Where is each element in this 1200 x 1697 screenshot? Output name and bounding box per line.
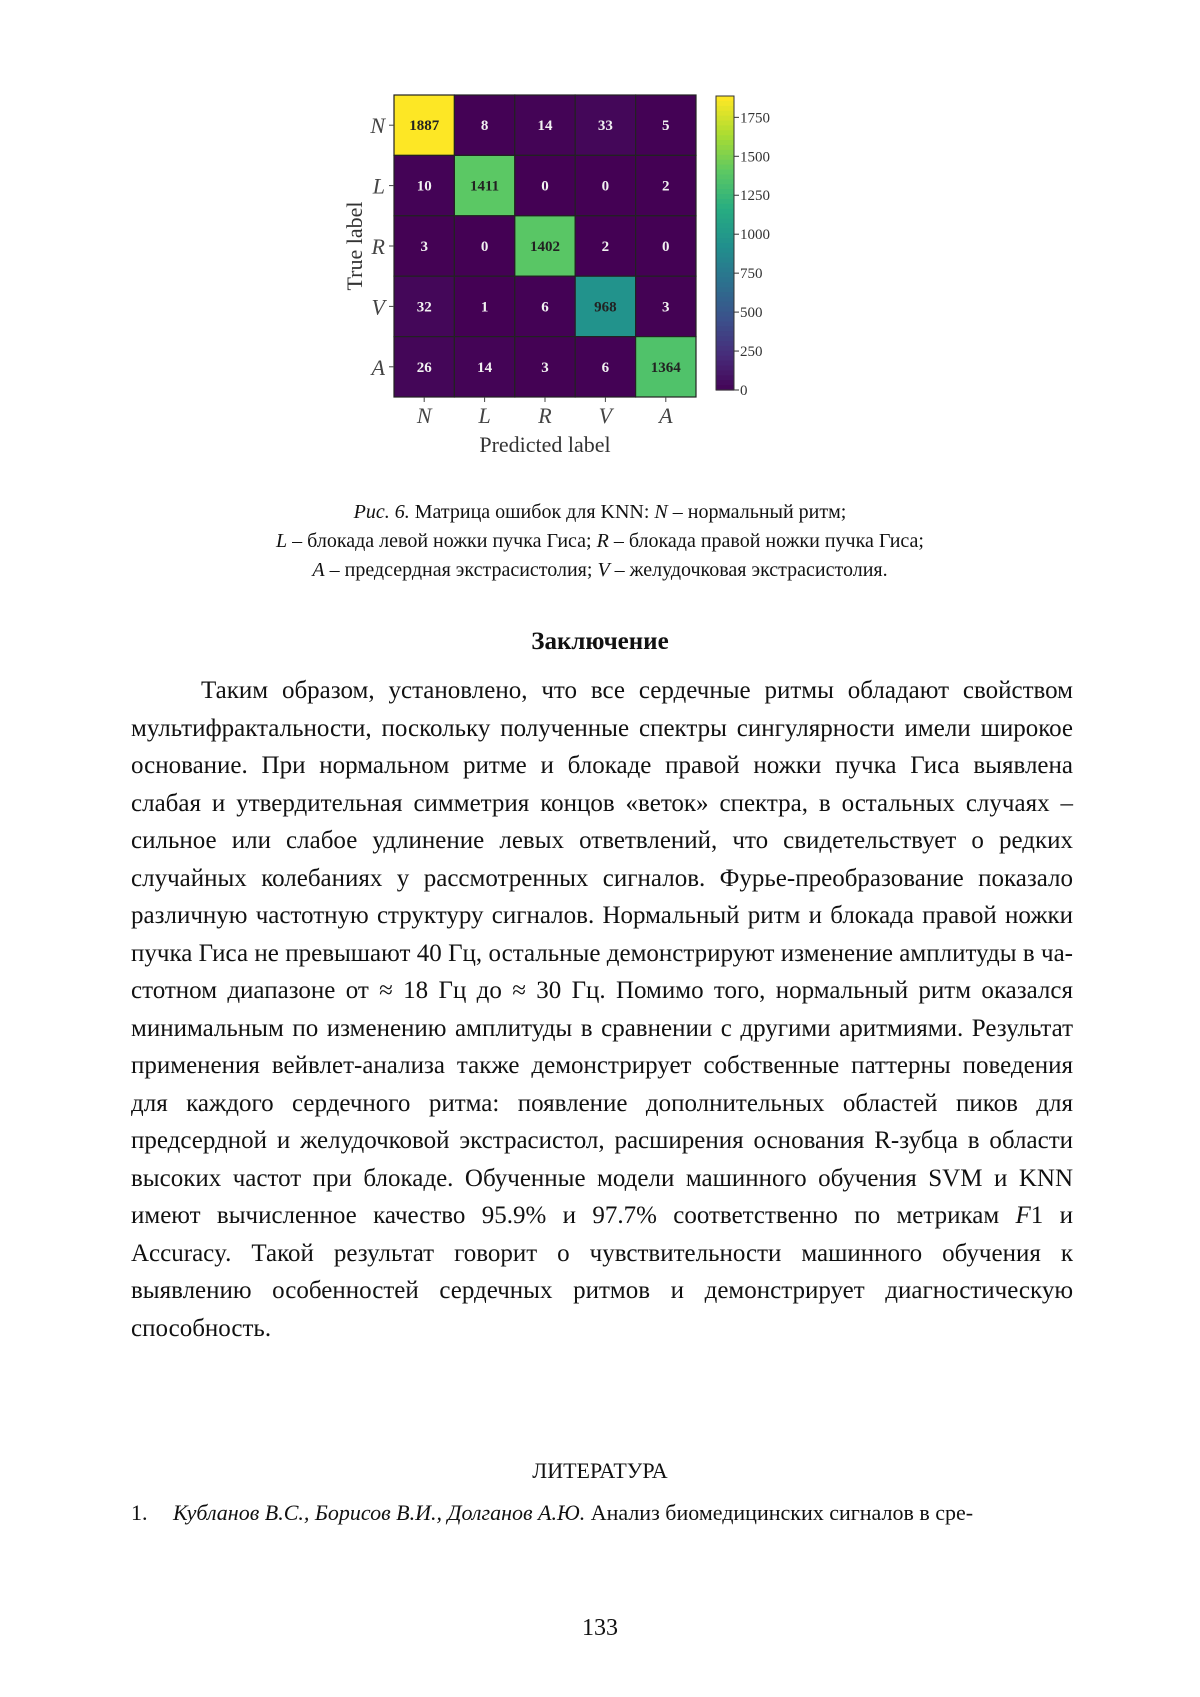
colorbar-segment: [716, 282, 734, 288]
colorbar-segment: [716, 233, 734, 239]
colorbar-segment: [716, 179, 734, 185]
colorbar-segment: [716, 312, 734, 318]
x-tick-label: L: [478, 403, 491, 428]
caption-class-r: R: [596, 530, 609, 552]
colorbar-segment: [716, 194, 734, 200]
colorbar-tick-label: 750: [740, 266, 763, 283]
cell-value-label: 10: [416, 178, 432, 195]
reference-item: [131, 1500, 1073, 1526]
colorbar-segment: [716, 219, 734, 225]
cell-value-label: 3: [541, 359, 549, 376]
cell-value-label: 26: [416, 359, 432, 376]
colorbar-segment: [716, 321, 734, 327]
colorbar-tick-label: 1750: [740, 110, 770, 127]
colorbar-segment: [716, 336, 734, 342]
cell-value-label: 5: [662, 118, 670, 135]
cell-value-label: 0: [541, 178, 549, 195]
colorbar-segment: [716, 366, 734, 372]
confusion-matrix-chart: [340, 90, 860, 490]
colorbar-segment: [716, 160, 734, 166]
caption-text: Матрица ошибок для KNN:: [409, 501, 655, 523]
cell-value-label: 1364: [650, 359, 681, 376]
caption-text: – блокада правой ножки пучка Гиса;: [608, 530, 924, 552]
cell-value-label: 14: [537, 118, 553, 135]
colorbar-segment: [716, 361, 734, 367]
caption-line-2: [120, 527, 1080, 556]
colorbar-segment: [716, 297, 734, 303]
x-tick-label: R: [538, 403, 552, 428]
colorbar-segment: [716, 292, 734, 298]
cell-value-label: 1411: [470, 178, 500, 195]
confusion-matrix-figure: [340, 90, 860, 490]
colorbar-segment: [716, 125, 734, 130]
reference-authors: Кубланов В.С., Борисов В.И., Долганов А.Ю.: [173, 1500, 586, 1525]
cell-value-label: 2: [601, 239, 610, 255]
colorbar-segment: [716, 155, 734, 161]
cell-value-label: 0: [480, 239, 489, 255]
cell-value-label: 3: [420, 239, 428, 255]
colorbar-segment: [716, 253, 734, 258]
cell-value-label: 1: [480, 299, 489, 316]
colorbar-segment: [716, 351, 734, 357]
colorbar-tick-label: 0: [740, 383, 748, 399]
x-tick-label: N: [416, 403, 432, 428]
colorbar-tick-label: 500: [740, 305, 763, 322]
colorbar-segment: [716, 121, 734, 127]
colorbar-segment: [716, 116, 734, 122]
caption-fig-label: Рис. 6.: [353, 501, 410, 523]
section-title: Заключение: [531, 628, 669, 655]
colorbar-segment: [716, 307, 734, 313]
caption-line-3: [120, 556, 1080, 585]
colorbar-segment: [716, 346, 734, 352]
caption-class-v: V: [597, 559, 610, 581]
colorbar-segment: [716, 96, 734, 102]
colorbar-segment: [716, 287, 734, 293]
references-heading: ЛИТЕРАТУРА: [532, 1458, 668, 1483]
colorbar-segment: [716, 223, 734, 229]
colorbar-segment: [716, 317, 734, 323]
cell-value-label: 8: [480, 118, 489, 135]
colorbar-segment: [716, 209, 734, 215]
x-tick-label: A: [659, 403, 673, 428]
colorbar-segment: [716, 341, 734, 347]
y-tick-label: R: [371, 234, 385, 259]
cell-value-label: 0: [662, 239, 670, 255]
cell-value-label: 1402: [530, 239, 560, 255]
y-tick-label: V: [371, 294, 385, 320]
colorbar-segment: [716, 248, 734, 254]
colorbar-segment: [716, 214, 734, 220]
colorbar-segment: [716, 263, 734, 269]
colorbar-segment: [716, 331, 734, 337]
colorbar-segment: [716, 326, 734, 332]
cell-value-label: 6: [601, 359, 610, 376]
colorbar-segment: [716, 174, 734, 180]
paragraph-text: Таким образом, установлено, что все сердечные ритмы обладают свойством мультифрактальности, поскольку полученные спектры сингулярности имели широкое основание. При нормальном ритме и блокаде правой ножки пучка Гиса выявлена слабая и утвердительная симметрия концов «веток» спектра, в остальных случаях – сильное или слабое удлинение левых ответвлений, что свидетельствует о редких случайных колебаниях у рассмотренных сигналов. Фурье-преобразование показало различную частотную структуру сигналов. Нормальный ритм и блокада правой ножки пучка Гиса не превышают 40 Гц, остальные демонстрируют изменение амплитуды в частотном диапазоне от ≈ 18 Гц до ≈ 30 Гц. Помимо того, нормальный ритм оказался минимальным по изменению амплитуды в сравнении с другими аритмиями. Результат применения вейвлет-анализа также демонстрирует собственные паттерны поведения для каждого сердечного ритма: появление дополнительных областей пиков для предсердной и желудочковой экстрасистол, расширения основания R-зубца в области высоких частот при блокаде. Обученные модели машинного обучения SVM и KNN имеют вычисленное качество 95.9% и 97.7% соответственно по метрикам: [131, 677, 1073, 1229]
y-axis-title: True label: [342, 201, 367, 291]
cell-value-label: 6: [541, 299, 549, 316]
caption-line-1: [120, 498, 1080, 527]
reference-text: Анализ биомедицинских сигналов в сре-: [585, 1500, 974, 1525]
caption-text: – нормальный ритм;: [667, 501, 847, 523]
conclusion-paragraph: [131, 672, 1073, 1347]
x-tick-label: V: [598, 403, 613, 428]
colorbar-segment: [716, 204, 734, 210]
colorbar-tick-label: 1500: [740, 149, 770, 166]
caption-class-a: A: [312, 559, 325, 581]
metric-symbol: F: [1015, 1202, 1031, 1229]
paragraph-text: 1 и Accuracy. Такой результат говорит о чувствительности машинного обучения к выявлению особенностей сердечных ритмов и демонстрирует диагностическую способность.: [131, 1202, 1073, 1342]
colorbar-segment: [716, 370, 734, 376]
caption-text: – желудочковая экстрасистолия.: [609, 559, 888, 581]
y-tick-label: L: [372, 173, 385, 199]
colorbar-segment: [716, 258, 734, 264]
colorbar-segment: [716, 228, 734, 234]
y-tick-label: N: [370, 113, 385, 139]
colorbar-segment: [716, 111, 734, 117]
cell-value-label: 968: [594, 299, 617, 316]
colorbar-segment: [716, 268, 734, 274]
colorbar-segment: [716, 380, 734, 386]
colorbar-segment: [716, 145, 734, 151]
caption-text: – блокада левой ножки пучка Гиса;: [287, 530, 597, 552]
colorbar-segment: [716, 277, 734, 283]
cell-value-label: 1887: [409, 118, 440, 135]
cell-value-label: 0: [601, 178, 610, 195]
cell-value-label: 32: [416, 299, 432, 316]
y-tick-label: A: [371, 354, 385, 380]
colorbar-tick-label: 250: [740, 344, 763, 361]
colorbar-tick-label: 1000: [740, 227, 770, 244]
cell-value-label: 33: [597, 118, 613, 135]
colorbar-tick-label: 1250: [740, 188, 770, 205]
colorbar-segment: [716, 130, 734, 136]
colorbar-segment: [716, 189, 734, 195]
colorbar-segment: [716, 238, 734, 244]
colorbar-segment: [716, 272, 734, 278]
figure-caption: [120, 498, 1080, 585]
colorbar-segment: [716, 140, 734, 146]
colorbar-segment: [716, 356, 734, 362]
colorbar-segment: [716, 135, 734, 141]
x-axis-title: Predicted label: [479, 432, 611, 457]
colorbar-segment: [716, 170, 734, 176]
cell-value-label: 14: [477, 359, 493, 376]
caption-class-l: L: [276, 530, 288, 552]
page-number: 133: [582, 1615, 618, 1641]
cell-value-label: 3: [662, 299, 670, 316]
colorbar-segment: [716, 243, 734, 249]
caption-class-n: N: [654, 501, 668, 523]
colorbar-segment: [716, 106, 734, 112]
colorbar-segment: [716, 101, 734, 107]
colorbar-segment: [716, 150, 734, 156]
colorbar-segment: [716, 302, 734, 308]
colorbar-segment: [716, 375, 734, 381]
colorbar-segment: [716, 184, 734, 190]
cell-value-label: 2: [662, 178, 670, 195]
colorbar-segment: [716, 165, 734, 171]
reference-number: 1.: [131, 1500, 148, 1525]
caption-text: – предсердная экстрасистолия;: [324, 559, 598, 581]
colorbar-segment: [716, 199, 734, 205]
